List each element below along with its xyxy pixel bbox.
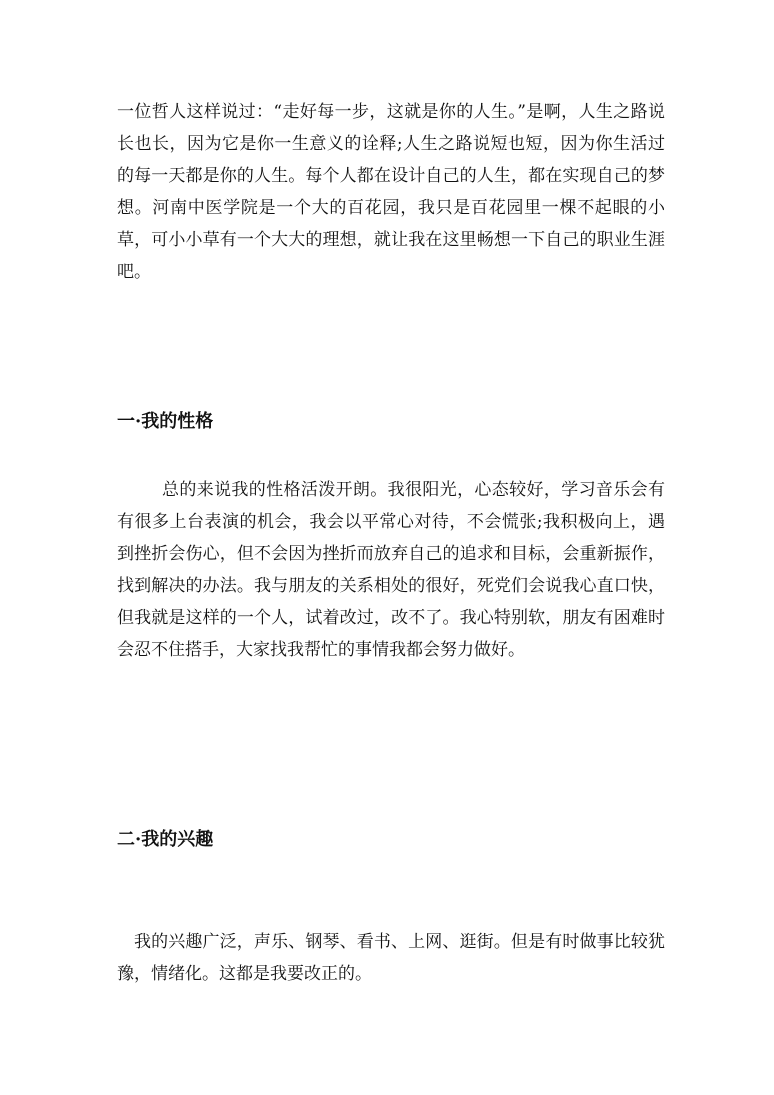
- intro-paragraph: 一位哲人这样说过：“走好每一步，这就是你的人生。”是啊，人生之路说长也长，因为它是你一生意义的诠释;人生之路说短也短，因为你生活过的每一天都是你的人生。每个人都在设计自己的人生，都在实现自己的梦想。河南中医学院是一个大的百花园，我只是百花园里一棵不起眼的小草，可小小草有一个大大的理想，就让我在这里畅想一下自己的职业生涯吧。: [117, 102, 665, 282]
- section-body-interests: 我的兴趣广泛，声乐、钢琴、看书、上网、逛街。但是有时做事比较犹豫，情绪化。这都是我要改正的。: [117, 932, 665, 984]
- section-heading-personality: 一·我的性格: [117, 411, 214, 432]
- section-body-personality: 总的来说我的性格活泼开朗。我很阳光，心态较好，学习音乐会有有很多上台表演的机会，我会以平常心对待，不会慌张;我积极向上，遇到挫折会伤心，但不会因为挫折而放弃自己的追求和目标，会重新振作，找到解决的办法。我与朋友的关系相处的很好，死党们会说我心直口快，但我就是这样的一个人，试着改过，改不了。我心特别软，朋友有困难时会忍不住搭手，大家找我帮忙的事情我都会努力做好。: [117, 480, 665, 660]
- section-heading-interests: 二·我的兴趣: [117, 829, 214, 850]
